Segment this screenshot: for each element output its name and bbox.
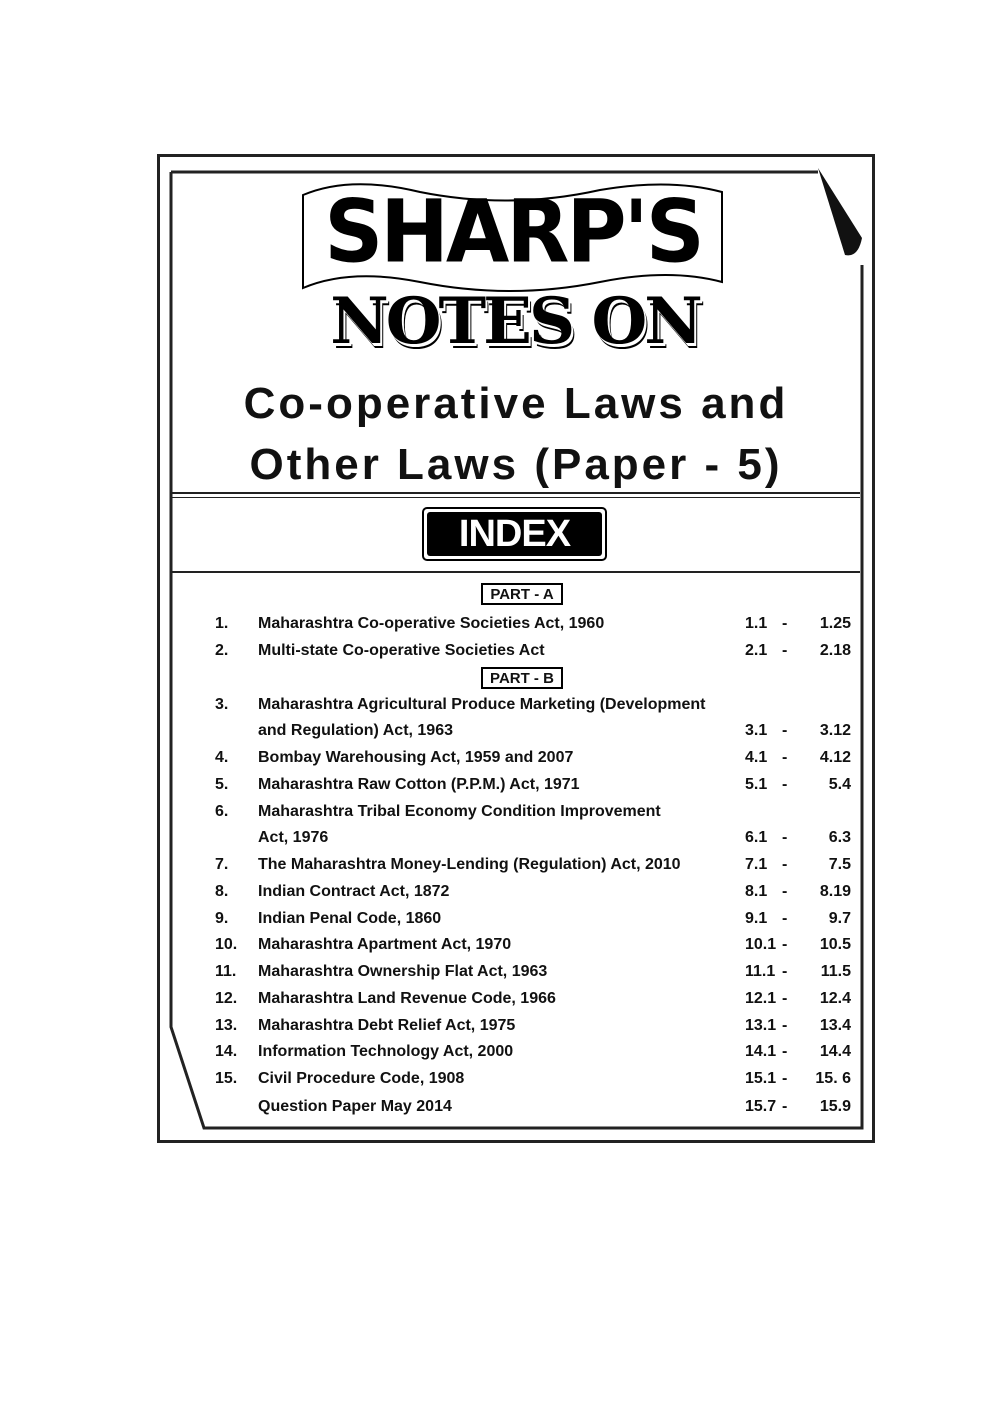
index-entry <box>0 962 992 982</box>
page-dash: - <box>782 1017 788 1034</box>
index-entry <box>0 775 992 795</box>
index-entry <box>0 641 992 661</box>
page-start: 14.1 <box>745 1043 777 1060</box>
page-start: 15.7 <box>745 1098 777 1115</box>
page-start: 2.1 <box>745 642 768 659</box>
entry-number: 4. <box>215 749 229 766</box>
divider <box>172 497 860 498</box>
entry-number: 7. <box>215 856 229 873</box>
page-start: 11.1 <box>745 963 776 980</box>
entry-title: Maharashtra Agricultural Produce Marketing (Development <box>258 696 706 713</box>
index-entry <box>0 882 992 902</box>
part-b-label: PART - B <box>481 667 563 689</box>
page-dash: - <box>782 722 788 739</box>
page-start: 5.1 <box>745 776 768 793</box>
page-end: 2.18 <box>819 642 851 659</box>
page-end: 13.4 <box>819 1017 851 1034</box>
page-start: 8.1 <box>745 883 768 900</box>
part-a-label: PART - A <box>481 583 563 605</box>
entry-number: 2. <box>215 642 229 659</box>
entry-number: 15. <box>215 1070 238 1087</box>
index-entry <box>0 748 992 768</box>
entry-number: 14. <box>215 1043 238 1060</box>
page-dash: - <box>782 963 788 980</box>
page-end: 9.7 <box>828 910 851 927</box>
index-entry <box>0 1069 992 1089</box>
page-dash: - <box>782 615 788 632</box>
entry-title: Civil Procedure Code, 1908 <box>258 1070 465 1087</box>
index-entry <box>0 1042 992 1062</box>
book-title-line-2: Other Laws (Paper - 5) <box>249 440 783 489</box>
page-start: 3.1 <box>745 722 768 739</box>
entry-title: Question Paper May 2014 <box>258 1098 452 1115</box>
entry-title: Bombay Warehousing Act, 1959 and 2007 <box>258 749 574 766</box>
page-start: 13.1 <box>745 1017 777 1034</box>
page-curl-icon <box>818 168 862 255</box>
entry-title: Maharashtra Apartment Act, 1970 <box>258 936 512 953</box>
page-start: 9.1 <box>745 910 768 927</box>
index-entry <box>0 855 992 875</box>
index-entry <box>0 828 992 848</box>
entry-title: Indian Contract Act, 1872 <box>258 883 450 900</box>
page-dash: - <box>782 1070 788 1087</box>
entry-title: Multi-state Co-operative Societies Act <box>258 642 545 659</box>
logo-subtitle: NOTES ON <box>330 284 700 359</box>
index-entry <box>0 989 992 1009</box>
entry-number: 5. <box>215 776 229 793</box>
index-entry <box>0 1016 992 1036</box>
logo-brand: SHARP'S <box>324 182 702 283</box>
page-start: 12.1 <box>745 990 777 1007</box>
entry-title: Maharashtra Tribal Economy Condition Improvement <box>258 803 661 820</box>
page-start: 1.1 <box>745 615 768 632</box>
entry-number: 1. <box>215 615 229 632</box>
entry-number: 12. <box>215 990 238 1007</box>
entry-title: Information Technology Act, 2000 <box>258 1043 514 1060</box>
entry-title-continued: and Regulation) Act, 1963 <box>258 722 453 739</box>
page-end: 5.4 <box>828 776 851 793</box>
page-dash: - <box>782 1098 788 1115</box>
page-end: 11.5 <box>820 963 851 980</box>
page-end: 1.25 <box>819 615 851 632</box>
page-end: 8.19 <box>819 883 851 900</box>
entry-title: Maharashtra Land Revenue Code, 1966 <box>258 990 556 1007</box>
entry-title: Maharashtra Raw Cotton (P.P.M.) Act, 1971 <box>258 776 580 793</box>
page-dash: - <box>782 990 788 1007</box>
divider <box>172 571 860 573</box>
entry-number: 13. <box>215 1017 238 1034</box>
page-dash: - <box>782 1043 788 1060</box>
index-entry <box>0 614 992 634</box>
entry-title: Maharashtra Ownership Flat Act, 1963 <box>258 963 548 980</box>
entry-title: The Maharashtra Money-Lending (Regulation) Act, 2010 <box>258 856 681 873</box>
entry-title-continued: Act, 1976 <box>258 829 329 846</box>
index-entry <box>0 909 992 929</box>
page-dash: - <box>782 883 788 900</box>
index-entry <box>0 935 992 955</box>
page-start: 6.1 <box>745 829 768 846</box>
divider <box>172 492 860 494</box>
page-start: 15.1 <box>745 1070 777 1087</box>
page-start: 4.1 <box>745 749 768 766</box>
entry-number: 3. <box>215 696 229 713</box>
page-end: 10.5 <box>819 936 851 953</box>
index-entry <box>0 1097 992 1117</box>
page-end: 4.12 <box>819 749 851 766</box>
page-end: 6.3 <box>828 829 851 846</box>
page-end: 7.5 <box>828 856 851 873</box>
book-title-line-1: Co-operative Laws and <box>243 379 789 428</box>
entry-number: 8. <box>215 883 229 900</box>
page-dash: - <box>782 749 788 766</box>
entry-title: Indian Penal Code, 1860 <box>258 910 442 927</box>
entry-number: 10. <box>215 936 238 953</box>
page-dash: - <box>782 936 788 953</box>
index-entry <box>0 695 992 715</box>
page-end: 15.9 <box>819 1098 851 1115</box>
entry-title: Maharashtra Debt Relief Act, 1975 <box>258 1017 516 1034</box>
page-dash: - <box>782 856 788 873</box>
index-heading: INDEX <box>422 507 607 561</box>
page-dash: - <box>782 910 788 927</box>
entry-title: Maharashtra Co-operative Societies Act, 1960 <box>258 615 605 632</box>
page-end: 12.4 <box>819 990 851 1007</box>
entry-number: 9. <box>215 910 229 927</box>
index-entry <box>0 802 992 822</box>
page-start: 10.1 <box>745 936 777 953</box>
page-dash: - <box>782 776 788 793</box>
entry-number: 11. <box>215 963 237 980</box>
index-entry <box>0 721 992 741</box>
entry-number: 6. <box>215 803 229 820</box>
page-end: 3.12 <box>819 722 851 739</box>
page-dash: - <box>782 642 788 659</box>
page-start: 7.1 <box>745 856 768 873</box>
page-dash: - <box>782 829 788 846</box>
page-end: 15. 6 <box>815 1070 851 1087</box>
page-end: 14.4 <box>819 1043 851 1060</box>
